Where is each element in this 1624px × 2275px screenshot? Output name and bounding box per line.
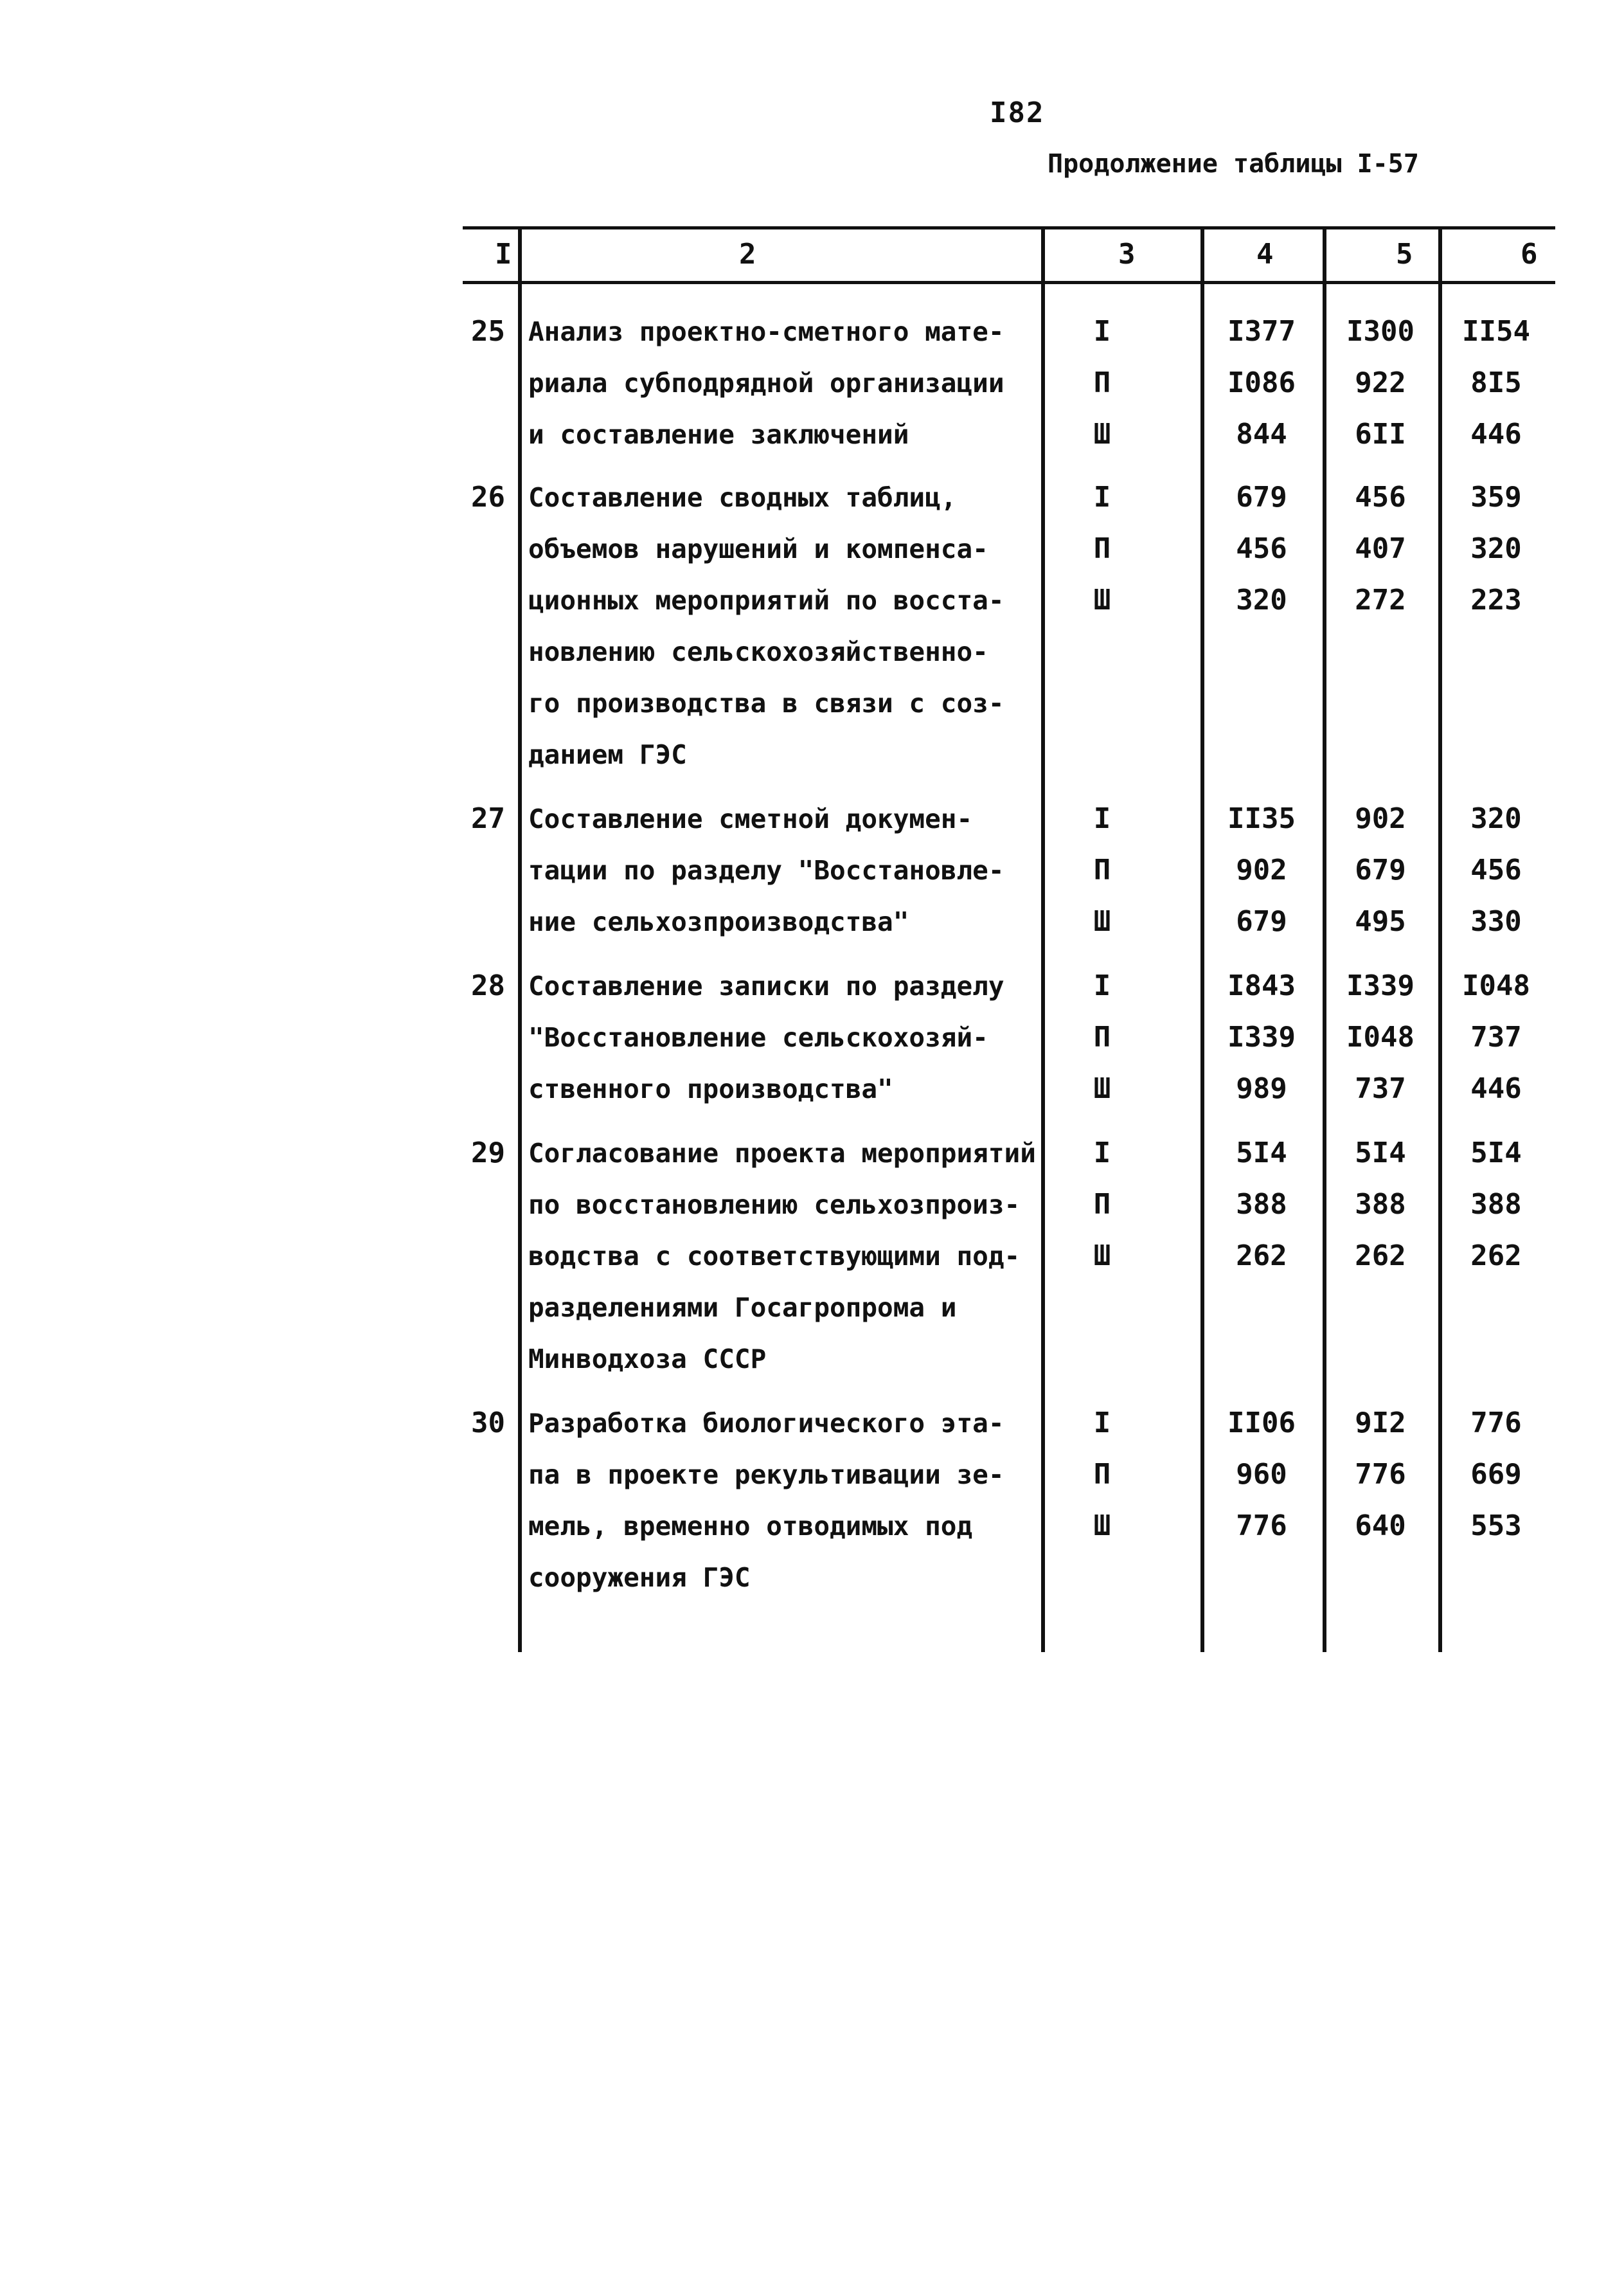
value-cell: 320 [1470, 802, 1522, 835]
value-cell: 902 [1355, 802, 1406, 835]
value-cell: 6II [1355, 418, 1406, 451]
row-number: 29 [471, 1137, 505, 1169]
value-cell: 330 [1470, 905, 1522, 938]
category-cell: I [1093, 1407, 1111, 1439]
category-cell: Ш [1093, 1509, 1111, 1542]
category-cell: П [1093, 366, 1111, 399]
value-cell: 776 [1355, 1458, 1406, 1491]
value-cell: 679 [1236, 481, 1287, 514]
row-text-line: Анализ проектно-сметного мате- [528, 316, 1004, 347]
row-text-line: ционных мероприятий по восста- [528, 585, 1004, 616]
category-cell: П [1093, 1021, 1111, 1054]
value-cell: I339 [1346, 969, 1414, 1002]
value-cell: 679 [1236, 905, 1287, 938]
page-number: I82 [990, 96, 1045, 129]
row-number: 25 [471, 315, 505, 348]
column-divider [518, 226, 522, 1652]
category-cell: Ш [1093, 418, 1111, 451]
row-text-line: Разработка биологического эта- [528, 1408, 1004, 1439]
value-cell: 456 [1236, 532, 1287, 565]
value-cell: 640 [1355, 1509, 1406, 1542]
value-cell: I843 [1227, 969, 1296, 1002]
category-cell: I [1093, 1137, 1111, 1169]
row-text-line: по восстановлению сельхозпроиз- [528, 1189, 1021, 1220]
value-cell: II06 [1227, 1407, 1296, 1439]
value-cell: 272 [1355, 584, 1406, 616]
value-cell: 902 [1236, 854, 1287, 886]
category-cell: П [1093, 854, 1111, 886]
header-col-4: 4 [1256, 238, 1274, 271]
category-cell: I [1093, 802, 1111, 835]
row-text-line: ние сельхозпроизводства" [528, 906, 909, 937]
value-cell: 776 [1236, 1509, 1287, 1542]
value-cell: 669 [1470, 1458, 1522, 1491]
category-cell: I [1093, 315, 1111, 348]
value-cell: 679 [1355, 854, 1406, 886]
value-cell: 388 [1355, 1188, 1406, 1221]
value-cell: 989 [1236, 1072, 1287, 1105]
value-cell: 456 [1355, 481, 1406, 514]
value-cell: 388 [1236, 1188, 1287, 1221]
row-text-line: тации по разделу "Восстановле- [528, 855, 1004, 886]
value-cell: 737 [1470, 1021, 1522, 1054]
header-col-6: 6 [1521, 238, 1538, 271]
value-cell: 922 [1355, 366, 1406, 399]
value-cell: 776 [1470, 1407, 1522, 1439]
value-cell: 223 [1470, 584, 1522, 616]
category-cell: П [1093, 532, 1111, 565]
value-cell: 262 [1236, 1239, 1287, 1272]
value-cell: 9I2 [1355, 1407, 1406, 1439]
row-text-line: ственного производства" [528, 1074, 893, 1104]
category-cell: П [1093, 1458, 1111, 1491]
value-cell: 5I4 [1355, 1137, 1406, 1169]
table-top-rule [463, 226, 1555, 229]
value-cell: 8I5 [1470, 366, 1522, 399]
value-cell: 960 [1236, 1458, 1287, 1491]
category-cell: Ш [1093, 1239, 1111, 1272]
table-header-rule [463, 281, 1555, 284]
row-text-line: объемов нарушений и компенса- [528, 534, 988, 564]
row-text-line: данием ГЭС [528, 739, 687, 770]
category-cell: Ш [1093, 905, 1111, 938]
row-text-line: Составление сметной докумен- [528, 804, 973, 834]
row-text-line: мель, временно отводимых под [528, 1511, 973, 1542]
category-cell: П [1093, 1188, 1111, 1221]
value-cell: 737 [1355, 1072, 1406, 1105]
value-cell: 553 [1470, 1509, 1522, 1542]
row-number: 26 [471, 481, 505, 514]
value-cell: 446 [1470, 418, 1522, 451]
row-text-line: Минводхоза СССР [528, 1344, 767, 1374]
table-caption: Продолжение таблицы I-57 [1048, 149, 1419, 179]
value-cell: I377 [1227, 315, 1296, 348]
row-number: 30 [471, 1407, 505, 1439]
row-text-line: па в проекте рекультивации зе- [528, 1459, 1004, 1490]
header-col-5: 5 [1396, 238, 1413, 271]
value-cell: I300 [1346, 315, 1414, 348]
value-cell: 844 [1236, 418, 1287, 451]
value-cell: I048 [1346, 1021, 1414, 1054]
value-cell: 262 [1355, 1239, 1406, 1272]
row-text-line: Составление записки по разделу [528, 971, 1004, 1002]
row-text-line: сооружения ГЭС [528, 1562, 751, 1593]
value-cell: 495 [1355, 905, 1406, 938]
row-number: 28 [471, 969, 505, 1002]
value-cell: I048 [1462, 969, 1530, 1002]
value-cell: 320 [1236, 584, 1287, 616]
row-text-line: новлению сельскохозяйственно- [528, 636, 988, 667]
value-cell: II54 [1462, 315, 1530, 348]
row-text-line: "Восстановление сельскохозяй- [528, 1022, 988, 1053]
row-text-line: го производства в связи с соз- [528, 688, 1004, 719]
value-cell: II35 [1227, 802, 1296, 835]
category-cell: Ш [1093, 1072, 1111, 1105]
value-cell: 262 [1470, 1239, 1522, 1272]
value-cell: I086 [1227, 366, 1296, 399]
value-cell: I339 [1227, 1021, 1296, 1054]
header-col-1: I [495, 238, 512, 271]
row-text-line: разделениями Госагропрома и [528, 1292, 957, 1323]
header-col-3: 3 [1118, 238, 1136, 271]
value-cell: 388 [1470, 1188, 1522, 1221]
row-text-line: водства с соответствующими под- [528, 1241, 1021, 1272]
value-cell: 5I4 [1236, 1137, 1287, 1169]
value-cell: 456 [1470, 854, 1522, 886]
row-text-line: Составление сводных таблиц, [528, 482, 957, 513]
category-cell: I [1093, 969, 1111, 1002]
value-cell: 5I4 [1470, 1137, 1522, 1169]
value-cell: 446 [1470, 1072, 1522, 1105]
header-col-2: 2 [739, 238, 756, 271]
row-text-line: риала субподрядной организации [528, 368, 1004, 399]
row-number: 27 [471, 802, 505, 835]
category-cell: I [1093, 481, 1111, 514]
value-cell: 320 [1470, 532, 1522, 565]
row-text-line: Согласование проекта мероприятий [528, 1138, 1036, 1169]
category-cell: Ш [1093, 584, 1111, 616]
row-text-line: и составление заключений [528, 419, 909, 450]
value-cell: 407 [1355, 532, 1406, 565]
value-cell: 359 [1470, 481, 1522, 514]
